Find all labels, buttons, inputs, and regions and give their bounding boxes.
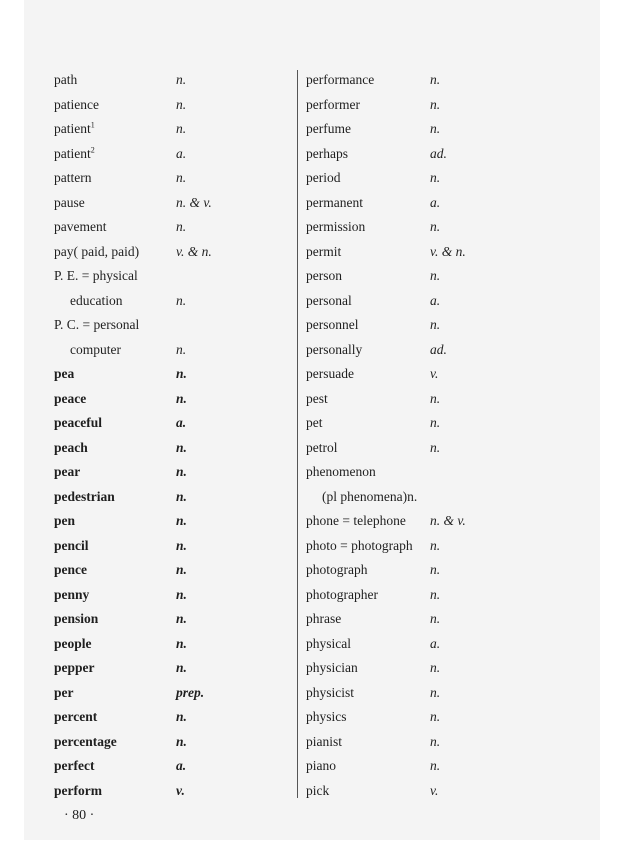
entry-word: physicist xyxy=(306,684,355,700)
entry-superscript: 1 xyxy=(90,120,95,130)
entry-word: patient$^2$ xyxy=(54,145,95,161)
entry-word: computer xyxy=(70,341,121,357)
entry-part-of-speech: v. xyxy=(176,782,185,798)
entry-part-of-speech: n. xyxy=(430,660,441,675)
entry-part-of-speech: n. xyxy=(430,439,441,455)
entry-part-of-speech: n. xyxy=(176,390,187,406)
entry-part-of-speech: v. xyxy=(430,782,439,798)
entry-word: pension xyxy=(54,611,99,626)
entry-part-of-speech: n. xyxy=(430,709,441,724)
entry-word: people xyxy=(54,635,92,651)
entry-word: pattern xyxy=(54,170,92,185)
entry-part-of-speech: n. xyxy=(176,439,187,455)
entry-word: pepper xyxy=(54,660,95,675)
entry-word: perhaps xyxy=(306,145,348,161)
entry-word: peaceful xyxy=(54,415,102,430)
entry-word: (pl phenomena)n. xyxy=(322,488,418,504)
entry-part-of-speech: n. xyxy=(430,390,441,406)
entry-part-of-speech: n. xyxy=(176,121,187,136)
entry-part-of-speech: n. & v. xyxy=(176,194,212,210)
entry-word: perfect xyxy=(54,758,95,773)
entry-word: perform xyxy=(54,782,102,798)
entry-word: path xyxy=(54,72,78,87)
entry-part-of-speech: n. xyxy=(176,537,187,553)
entry-superscript: 2 xyxy=(90,145,95,154)
entry-part-of-speech: n. xyxy=(176,72,187,87)
entry-part-of-speech: n. xyxy=(176,635,187,651)
entry-word: photo = photograph xyxy=(306,537,413,553)
entry-word: P. C. = personal xyxy=(54,317,140,332)
entry-part-of-speech: n. xyxy=(176,170,187,185)
entry-word: education xyxy=(70,292,123,308)
entry-word: pay( paid, paid) xyxy=(54,243,140,259)
entry-word: pick xyxy=(306,782,330,798)
entry-word: per xyxy=(54,684,74,700)
entry-part-of-speech: n. xyxy=(430,586,441,602)
entry-part-of-speech: prep. xyxy=(176,684,205,700)
entry-word: P. E. = physical xyxy=(54,268,138,283)
entry-part-of-speech: n. xyxy=(176,219,187,234)
entry-part-of-speech: a. xyxy=(430,194,441,210)
entry-part-of-speech: n. xyxy=(430,219,441,234)
entry-word: photographer xyxy=(306,586,378,602)
entry-part-of-speech: n. xyxy=(430,562,441,577)
entry-part-of-speech: n. xyxy=(176,733,187,749)
entry-word: pear xyxy=(54,464,81,479)
entry-part-of-speech: a. xyxy=(176,758,187,773)
entry-word: perfume xyxy=(306,121,351,136)
entry-word: peace xyxy=(54,390,87,406)
entry-part-of-speech: n. xyxy=(176,562,187,577)
entry-word: penny xyxy=(54,586,90,602)
entry-part-of-speech: n. xyxy=(430,415,441,430)
entry-part-of-speech: n. xyxy=(430,758,441,773)
entry-part-of-speech: n. xyxy=(176,488,187,504)
entry-word: pea xyxy=(54,366,75,381)
entry-part-of-speech: n. xyxy=(430,72,441,87)
entry-part-of-speech: a. xyxy=(430,635,441,651)
entry-word: performer xyxy=(306,96,360,112)
entry-part-of-speech: n. xyxy=(430,684,441,700)
entry-word: personnel xyxy=(306,317,359,332)
entry-part-of-speech: n. xyxy=(176,660,187,675)
entry-word: pence xyxy=(54,562,87,577)
entry-word: pianist xyxy=(306,733,342,749)
entry-part-of-speech: n. xyxy=(430,317,441,332)
entry-word: percent xyxy=(54,709,98,724)
entry-word: person xyxy=(306,268,342,283)
entry-part-of-speech: n. xyxy=(176,464,187,479)
entry-word: phenomenon xyxy=(306,464,376,479)
entry-word: physician xyxy=(306,660,358,675)
entry-word: petrol xyxy=(306,439,338,455)
entry-word: peach xyxy=(54,439,88,455)
entry-word: physical xyxy=(306,635,351,651)
entry-word: pencil xyxy=(54,537,89,553)
entry-word: personally xyxy=(306,341,363,357)
entry-part-of-speech: v. & n. xyxy=(176,243,212,259)
entry-part-of-speech: a. xyxy=(176,415,187,430)
entry-part-of-speech: v. & n. xyxy=(430,243,466,259)
entry-part-of-speech: n. & v. xyxy=(430,513,466,528)
entry-part-of-speech: n. xyxy=(430,170,441,185)
entry-word: pavement xyxy=(54,219,107,234)
entry-part-of-speech: n. xyxy=(430,733,441,749)
entry-part-of-speech: n. xyxy=(430,121,441,136)
entry-word: pet xyxy=(306,415,323,430)
entry-part-of-speech: a. xyxy=(176,145,187,161)
entry-part-of-speech: n. xyxy=(176,96,187,112)
entry-part-of-speech: v. xyxy=(430,366,439,381)
entry-word: pen xyxy=(54,513,76,528)
entry-word: pest xyxy=(306,390,328,406)
column-divider xyxy=(297,70,298,798)
entry-part-of-speech: ad. xyxy=(430,145,447,161)
entry-part-of-speech: n. xyxy=(176,292,187,308)
entry-word: piano xyxy=(306,758,336,773)
entry-word: persuade xyxy=(306,366,354,381)
entry-part-of-speech: n. xyxy=(176,709,187,724)
entry-word: patience xyxy=(54,96,99,112)
entry-word: period xyxy=(306,170,341,185)
entry-part-of-speech: n. xyxy=(430,96,441,112)
entry-word: physics xyxy=(306,709,347,724)
entry-part-of-speech: n. xyxy=(176,586,187,602)
entry-part-of-speech: n. xyxy=(176,341,187,357)
entry-word: pedestrian xyxy=(54,488,115,504)
entry-word: permit xyxy=(306,243,342,259)
entry-word: permanent xyxy=(306,194,363,210)
entry-part-of-speech: n. xyxy=(430,268,441,283)
entry-word: phone = telephone xyxy=(306,513,406,528)
entry-part-of-speech: n. xyxy=(176,366,187,381)
entry-part-of-speech: n. xyxy=(430,537,441,553)
entry-part-of-speech: n. xyxy=(430,611,441,626)
entry-word: photograph xyxy=(306,562,368,577)
entry-part-of-speech: a. xyxy=(430,292,441,308)
entry-word: pause xyxy=(54,194,85,210)
entry-part-of-speech: ad. xyxy=(430,341,447,357)
entry-part-of-speech: n. xyxy=(176,611,187,626)
entry-part-of-speech: n. xyxy=(176,513,187,528)
page-number: · 80 · xyxy=(64,808,95,823)
entry-word: patient$^1$ xyxy=(54,120,95,136)
entry-word: personal xyxy=(306,292,352,308)
entry-word: performance xyxy=(306,72,375,87)
entry-word: phrase xyxy=(306,611,342,626)
entry-word: permission xyxy=(306,219,366,234)
entry-word: percentage xyxy=(54,733,117,749)
